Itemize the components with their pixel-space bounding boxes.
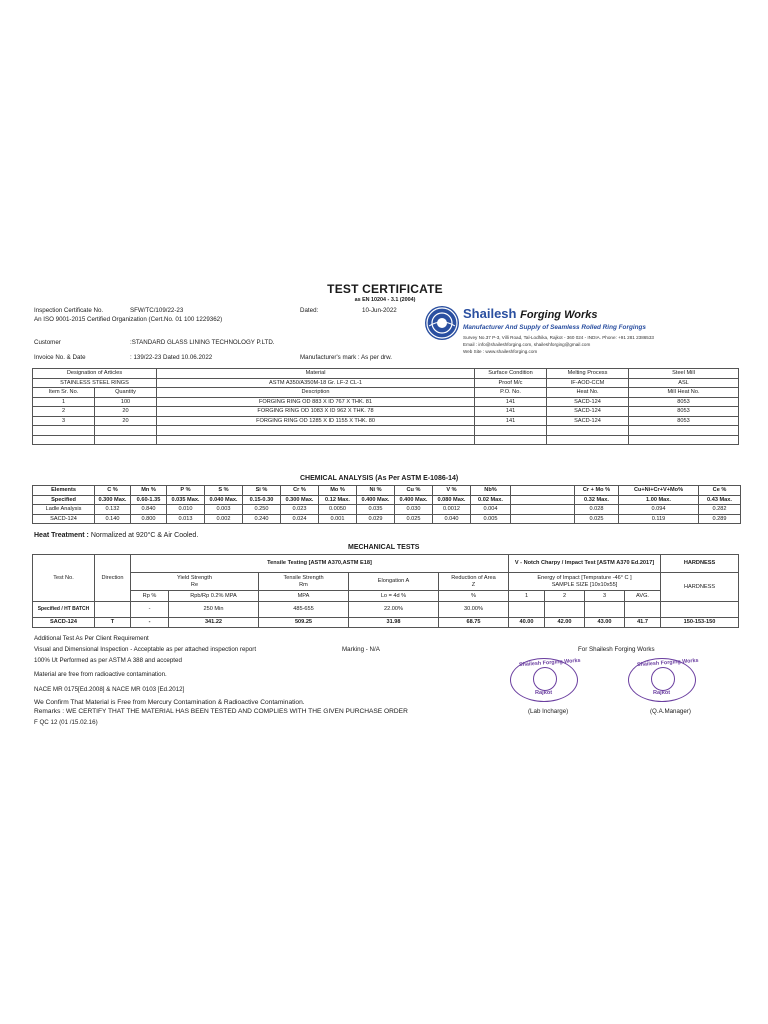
chemical-sacd-row — [33, 514, 741, 524]
table-cell: MPA — [259, 591, 349, 602]
table-cell: 0.025 — [575, 514, 619, 524]
table-cell — [629, 426, 739, 436]
table-cell: Quantity — [95, 388, 157, 398]
table-cell: 0.040 Max. — [205, 495, 243, 505]
mech-row-1 — [33, 555, 739, 573]
table-cell: P.O. No. — [475, 388, 547, 398]
table-cell: Specified — [33, 495, 95, 505]
table-cell: 0.024 — [281, 514, 319, 524]
table-cell — [629, 435, 739, 445]
lab-incharge-label: (Lab Incharge) — [528, 708, 569, 715]
table-cell: 41.7 — [625, 618, 661, 628]
table-cell — [511, 486, 575, 496]
table-cell — [509, 602, 545, 618]
table-cell: Ladle Analysis — [33, 505, 95, 515]
table-cell — [545, 602, 585, 618]
company-tagline: Manufacturer And Supply of Seamless Rolled Ring Forgings — [463, 324, 646, 331]
table-cell — [475, 435, 547, 445]
articles-colheader-row — [33, 388, 739, 398]
table-cell: 0.300 Max. — [281, 495, 319, 505]
table-cell: 509.25 — [259, 618, 349, 628]
table-cell: 68.75 — [439, 618, 509, 628]
note-mercury: We Confirm That Material is Free from Mercury Contamination & Radioactive Contamination. — [34, 699, 305, 706]
table-cell: 0.025 — [395, 514, 433, 524]
table-cell: 0.030 — [395, 505, 433, 515]
company-logo-icon — [425, 306, 459, 340]
note-additional: Additional Test As Per Client Requirement — [34, 635, 149, 642]
table-cell: Si % — [243, 486, 281, 496]
table-cell: HARDNESS — [661, 573, 739, 602]
table-cell: AVG. — [625, 591, 661, 602]
table-cell: HARDNESS — [661, 555, 739, 573]
table-cell: 8053 — [629, 416, 739, 426]
chemical-table — [32, 485, 741, 524]
invoice-value: : 139/22-23 Dated 10.06.2022 — [130, 354, 213, 361]
table-cell: 3 — [585, 591, 625, 602]
articles-value-row — [33, 378, 739, 388]
company-website: Web Site : www.shaileshforging.com — [463, 349, 538, 354]
table-cell: C % — [95, 486, 131, 496]
table-cell: 0.282 — [699, 505, 741, 515]
table-cell: Test No. — [33, 555, 95, 602]
table-cell: 0.035 Max. — [167, 495, 205, 505]
table-cell: SACD-124 — [547, 407, 629, 417]
mech-specified-row — [33, 602, 739, 618]
table-cell: 0.035 — [357, 505, 395, 515]
table-cell: Cu % — [395, 486, 433, 496]
table-cell: 1 — [33, 397, 95, 407]
table-cell: - — [131, 602, 169, 618]
table-cell: 0.119 — [619, 514, 699, 524]
table-cell: Material — [157, 369, 475, 379]
articles-header-row — [33, 369, 739, 379]
company-name: Shailesh Forging Works — [463, 306, 598, 321]
table-row — [33, 397, 739, 407]
table-cell: Ce % — [699, 486, 741, 496]
table-cell: 0.400 Max. — [357, 495, 395, 505]
table-cell: 0.0050 — [319, 505, 357, 515]
table-cell: 0.800 — [131, 514, 167, 524]
table-cell: 141 — [475, 407, 547, 417]
table-cell: Mn % — [131, 486, 167, 496]
table-cell: FORGING RING OD 1083 X ID 962 X THK. 78 — [157, 407, 475, 417]
table-cell: 1.00 Max. — [619, 495, 699, 505]
table-cell: 0.140 — [95, 514, 131, 524]
table-cell: - — [131, 618, 169, 628]
table-cell: Item Sr. No. — [33, 388, 95, 398]
mechanical-title: MECHANICAL TESTS — [348, 544, 420, 551]
table-cell: ASTM A350/A350M-18 Gr. LF-2 CL-1 — [157, 378, 475, 388]
table-cell: Lo = 4d % — [349, 591, 439, 602]
table-cell: 0.60-1.35 — [131, 495, 167, 505]
heat-treatment: Heat Treatment : Normalized at 920°C & Air Cooled. — [34, 532, 199, 539]
table-cell: 1 — [509, 591, 545, 602]
table-cell: 3 — [33, 416, 95, 426]
table-cell: % — [439, 591, 509, 602]
table-cell — [511, 505, 575, 515]
table-cell: 0.013 — [167, 514, 205, 524]
table-cell: 0.840 — [131, 505, 167, 515]
certificate-standard: as EN 10204 - 3.1 (2004) — [354, 297, 416, 303]
dated-label: Dated: — [300, 307, 319, 314]
table-row — [33, 435, 739, 445]
table-cell: 100 — [95, 397, 157, 407]
table-cell: 0.15-0.30 — [243, 495, 281, 505]
table-row — [33, 407, 739, 417]
table-cell: Rp % — [131, 591, 169, 602]
table-cell: 0.132 — [95, 505, 131, 515]
chemical-title: CHEMICAL ANALYSIS (As Per ASTM E-1086-14) — [300, 475, 459, 482]
table-cell: Reduction of Area Z — [439, 573, 509, 591]
table-cell: Elements — [33, 486, 95, 496]
table-cell: V % — [433, 486, 471, 496]
note-visual: Visual and Dimensional Inspection - Acceptable as per attached inspection report — [34, 646, 257, 653]
table-cell: 0.004 — [471, 505, 511, 515]
table-cell — [475, 426, 547, 436]
table-cell: Heat No. — [547, 388, 629, 398]
table-cell: 0.094 — [619, 505, 699, 515]
table-cell — [95, 435, 157, 445]
table-cell: FORGING RING OD 883 X ID 767 X THK. 81 — [157, 397, 475, 407]
table-cell: Nb% — [471, 486, 511, 496]
table-cell — [511, 495, 575, 505]
table-cell: Cu+Ni+Cr+V+Mo% — [619, 486, 699, 496]
table-cell: SACD-124 — [547, 397, 629, 407]
table-cell: Energy of Impact [Temprature -46° C ] SAMPLE SIZE [10x10x55] — [509, 573, 661, 591]
table-cell: 0.250 — [243, 505, 281, 515]
certificate-title: TEST CERTIFICATE — [327, 282, 443, 296]
table-cell: Tensile Testing [ASTM A370,ASTM E18] — [131, 555, 509, 573]
invoice-label: Invoice No. & Date — [34, 354, 86, 361]
manufacturer-mark: Manufacturer's mark : As per drw. — [300, 354, 392, 361]
table-cell — [157, 426, 475, 436]
table-cell: Proof M/c — [475, 378, 547, 388]
table-cell: 8053 — [629, 397, 739, 407]
table-cell: Surface Condition — [475, 369, 547, 379]
mechanical-table — [32, 554, 739, 628]
table-cell: Elongation A — [349, 573, 439, 591]
chemical-specified-row — [33, 495, 741, 505]
table-cell: 0.005 — [471, 514, 511, 524]
table-cell: 0.12 Max. — [319, 495, 357, 505]
company-email: Email : info@shaileshforging.com, shaileshforging@gmail.com — [463, 342, 591, 347]
table-cell: T — [95, 618, 131, 628]
table-cell: 0.400 Max. — [395, 495, 433, 505]
table-cell: 485-655 — [259, 602, 349, 618]
table-cell — [157, 435, 475, 445]
table-cell: 141 — [475, 397, 547, 407]
table-cell: 31.98 — [349, 618, 439, 628]
note-form-no: F QC 12 (01 /15.02.16) — [34, 719, 98, 726]
table-cell: SACD-124 — [547, 416, 629, 426]
customer-value: :STANDARD GLASS LINING TECHNOLOGY P.LTD. — [130, 339, 275, 346]
table-cell: IF-AOD-CCM — [547, 378, 629, 388]
table-cell — [625, 602, 661, 618]
seal-stamp-icon: Shailesh Forging Works Rajkot — [628, 658, 696, 702]
table-cell: Ni % — [357, 486, 395, 496]
table-cell — [547, 426, 629, 436]
table-cell: 2 — [33, 407, 95, 417]
table-cell: 0.240 — [243, 514, 281, 524]
table-cell: 0.02 Max. — [471, 495, 511, 505]
mech-units-row — [33, 591, 739, 602]
table-cell: 0.029 — [357, 514, 395, 524]
table-cell: STAINLESS STEEL RINGS — [33, 378, 157, 388]
table-cell: Mo % — [319, 486, 357, 496]
note-radioactive: Material are free from radioactive contamination. — [34, 671, 167, 678]
table-cell: 0.080 Max. — [433, 495, 471, 505]
table-cell: 42.00 — [545, 618, 585, 628]
articles-table — [32, 368, 739, 445]
table-cell: 30.00% — [439, 602, 509, 618]
table-cell — [511, 514, 575, 524]
table-cell — [95, 602, 131, 618]
table-cell: 20 — [95, 416, 157, 426]
inspection-value: SFW/TC/109/22-23 — [130, 307, 184, 314]
table-cell: 0.0012 — [433, 505, 471, 515]
company-address: Survey No.37 P-3, Villi Road, Tal-Lodhika, Rajkot - 360 024 - INDIA. Phone: +91 281 2386533 — [463, 335, 654, 340]
table-cell: Specified / HT BATCH — [33, 602, 95, 618]
table-cell: Designation of Articles — [33, 369, 157, 379]
table-row — [33, 416, 739, 426]
inspection-label: Inspection Certificate No. — [34, 307, 104, 314]
table-cell: 0.43 Max. — [699, 495, 741, 505]
table-cell — [661, 602, 739, 618]
table-cell: Yield Strength Re — [131, 573, 259, 591]
table-cell: Melting Process — [547, 369, 629, 379]
table-cell: 150-153-150 — [661, 618, 739, 628]
for-company: For Shailesh Forging Works — [578, 646, 655, 653]
table-cell: Mill Heat No. — [629, 388, 739, 398]
table-cell: 43.00 — [585, 618, 625, 628]
table-cell: 0.001 — [319, 514, 357, 524]
table-cell: Cr % — [281, 486, 319, 496]
table-cell: 0.32 Max. — [575, 495, 619, 505]
note-remarks: Remarks : WE CERTIFY THAT THE MATERIAL HAS BEEN TESTED AND COMPLIES WITH THE GIVEN PURCHASE ORDER — [34, 708, 408, 715]
table-cell: 22.00% — [349, 602, 439, 618]
table-cell: SACD-124 — [33, 618, 95, 628]
table-cell: 2 — [545, 591, 585, 602]
table-cell: 0.010 — [167, 505, 205, 515]
table-cell: S % — [205, 486, 243, 496]
test-certificate — [30, 280, 740, 740]
mech-result-row — [33, 618, 739, 628]
table-cell: ASL — [629, 378, 739, 388]
note-marking: Marking - N/A — [342, 646, 380, 653]
table-cell: 40.00 — [509, 618, 545, 628]
chemical-header-row — [33, 486, 741, 496]
note-nace: NACE MR 0175[Ed.2008] & NACE MR 0103 [Ed.2012] — [34, 686, 185, 693]
table-cell: Tensile Strength Rm — [259, 573, 349, 591]
table-cell: 0.023 — [281, 505, 319, 515]
table-cell: Direction — [95, 555, 131, 602]
note-ut: 100% Ut Performed as per ASTM A 388 and accepted — [34, 657, 182, 664]
table-cell: V - Notch Charpy / Impact Test [ASTM A370 Ed.2017] — [509, 555, 661, 573]
table-cell: 0.040 — [433, 514, 471, 524]
table-cell: 341.22 — [169, 618, 259, 628]
table-cell: Rpb/Rp 0.2% MPA — [169, 591, 259, 602]
table-cell — [33, 426, 95, 436]
table-cell: SACD-124 — [33, 514, 95, 524]
mech-row-2 — [33, 573, 739, 591]
seal-stamp-icon: Shailesh Forging Works Rajkot — [510, 658, 578, 702]
table-cell: Steel Mill — [629, 369, 739, 379]
table-cell — [547, 435, 629, 445]
table-cell: 0.003 — [205, 505, 243, 515]
qa-manager-label: (Q.A.Manager) — [650, 708, 691, 715]
table-cell: P % — [167, 486, 205, 496]
table-cell: 20 — [95, 407, 157, 417]
dated-value: 10-Jun-2022 — [362, 307, 397, 314]
table-cell: 0.300 Max. — [95, 495, 131, 505]
table-cell — [33, 435, 95, 445]
chemical-ladle-row — [33, 505, 741, 515]
table-cell: Description — [157, 388, 475, 398]
table-cell: 0.289 — [699, 514, 741, 524]
table-cell: FORGING RING OD 1285 X ID 1155 X THK. 80 — [157, 416, 475, 426]
table-cell: Cr + Mo % — [575, 486, 619, 496]
table-cell: 141 — [475, 416, 547, 426]
table-cell — [585, 602, 625, 618]
customer-label: Customer — [34, 339, 61, 346]
table-cell: 0.002 — [205, 514, 243, 524]
table-cell: 250 Min — [169, 602, 259, 618]
table-cell: 8053 — [629, 407, 739, 417]
table-cell: 0.028 — [575, 505, 619, 515]
iso-line: An ISO 9001-2015 Certified Organization (Cert.No. 01 100 1229362) — [34, 316, 223, 323]
table-cell — [95, 426, 157, 436]
table-row — [33, 426, 739, 436]
